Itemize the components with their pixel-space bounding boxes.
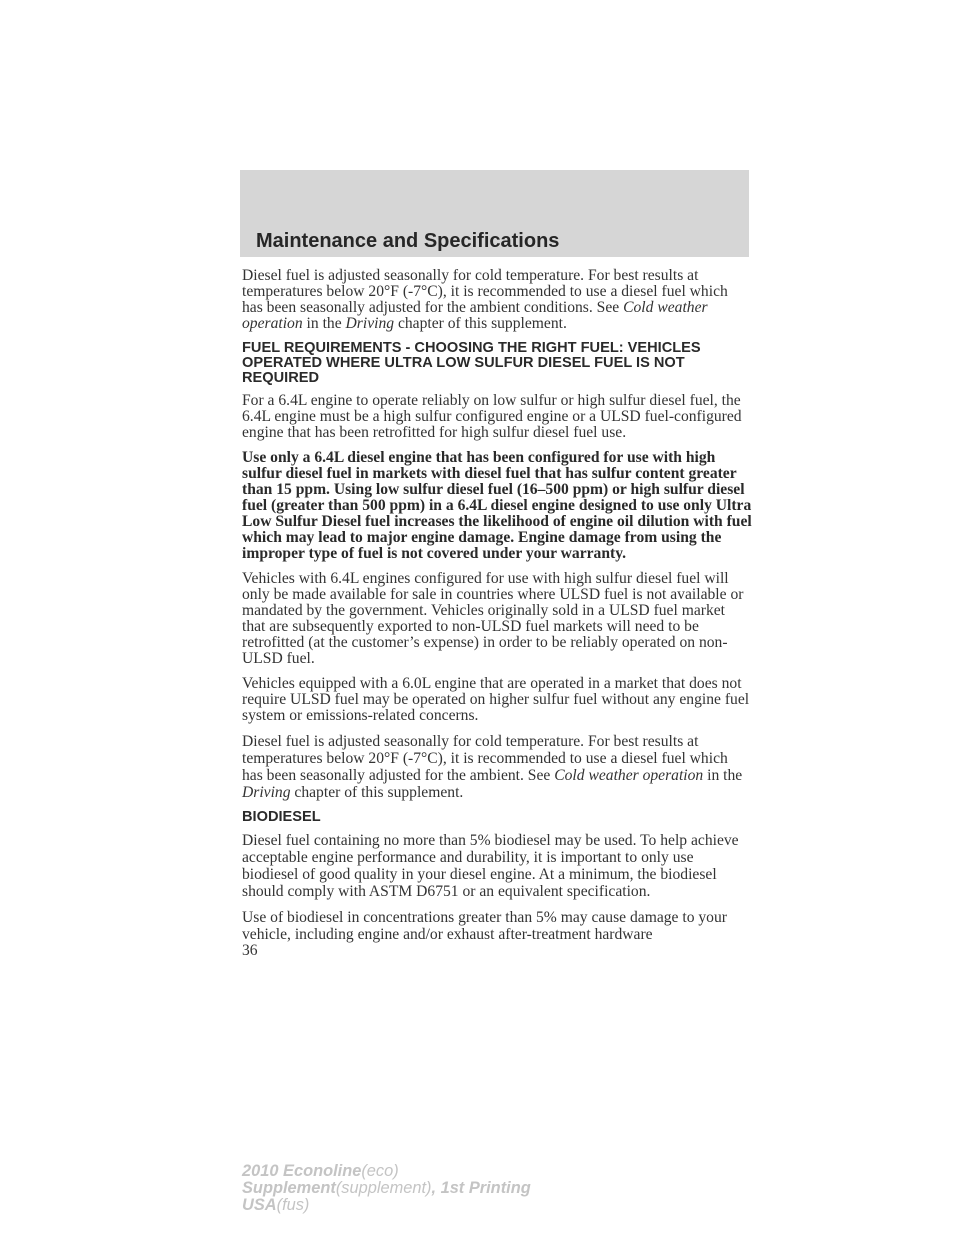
paragraph-text: chapter of this supplement. bbox=[397, 315, 567, 332]
document-footer bbox=[242, 1163, 531, 1214]
page-number: 36 bbox=[242, 942, 258, 959]
footer-region: USA bbox=[242, 1196, 277, 1214]
footer-line-model bbox=[242, 1163, 531, 1180]
page-content bbox=[242, 268, 752, 968]
paragraph-cold-weather bbox=[242, 268, 752, 332]
heading-fuel-requirements: FUEL REQUIREMENTS - CHOOSING THE RIGHT FUEL: VEHICLES OPERATED WHERE ULTRA LOW SULFUR DIESEL FUEL IS NOT REQUIRED bbox=[242, 340, 701, 386]
warning-paragraph: Use only a 6.4L diesel engine that has been configured for use with high sulfur diesel fuel in markets with diesel fuel that has sulfur content greater than 15 ppm. Using low sulfur diesel fuel (16–500 ppm) or high sulfur diesel fuel (greater than 500 ppm) in a 6.4L diesel engine designed to use only Ultra Low Sulfur Diesel fuel increases the likelihood of engine oil dilution with fuel which may lead to major engine damage. Engine damage from using the improper type of fuel is not covered under your warranty. bbox=[242, 449, 752, 562]
footer-model: 2010 Econoline bbox=[242, 1162, 362, 1180]
cross-reference-cold-weather: Cold weather operation bbox=[242, 299, 708, 332]
paragraph-text: Diesel fuel is adjusted seasonally for cold temperature. For best results at temperatures below 20°F (-7°C), it is recommended to use a diesel fuel which has been seasonally adjusted for the ambient conditions. See bbox=[242, 267, 728, 316]
footer-printing: , 1st Printing bbox=[431, 1179, 531, 1197]
footer-region-code: (fus) bbox=[276, 1196, 310, 1214]
heading-biodiesel: BIODIESEL bbox=[242, 809, 321, 825]
paragraph-text: in the bbox=[707, 767, 743, 784]
section-title: Maintenance and Specifications bbox=[256, 230, 560, 252]
footer-line-region bbox=[242, 1197, 531, 1214]
paragraph-6-0l-engine: Vehicles equipped with a 6.0L engine that are operated in a market that does not require ULSD fuel may be operated on higher sulfur fuel without any engine fuel system or emissions-related concerns. bbox=[242, 675, 750, 724]
paragraph-text: in the bbox=[306, 315, 342, 332]
section-header-band bbox=[240, 170, 749, 257]
footer-doc-code: (supplement) bbox=[335, 1179, 432, 1197]
cross-reference-driving: Driving bbox=[345, 315, 395, 332]
footer-model-code: (eco) bbox=[361, 1162, 399, 1180]
paragraph-biodiesel-quality: Diesel fuel containing no more than 5% biodiesel may be used. To help achieve acceptable engine performance and durability, it is important to only use biodiesel of good quality in your diesel engine. At a minimum, the biodiesel should comply with ASTM D6751 or an equivalent specification. bbox=[242, 832, 739, 900]
paragraph-text: Diesel fuel is adjusted seasonally for cold temperature. For best results at temperatures below 20°F (-7°C), it is recommended to use a diesel fuel which has been seasonally adjusted for the ambient. See bbox=[242, 733, 728, 784]
cross-reference-driving: Driving bbox=[242, 784, 291, 801]
paragraph-high-sulfur-markets: Vehicles with 6.4L engines configured for use with high sulfur diesel fuel will only be made available for sale in countries where ULSD fuel is not available or mandated by the government. Vehicles originally sold in a ULSD fuel market that are subsequently exported to non-ULSD fuel markets will need to be retrofitted (at the customer’s expense) in order to be reliably operated on non-ULSD fuel. bbox=[242, 570, 744, 667]
paragraph-retrofit: For a 6.4L engine to operate reliably on low sulfur or high sulfur diesel fuel, the 6.4L engine must be a high sulfur configured engine or a ULSD fuel-configured engine that has been retrofitted for high sulfur diesel fuel use. bbox=[242, 392, 742, 441]
paragraph-biodiesel-damage: Use of biodiesel in concentrations greater than 5% may cause damage to your vehicle, including engine and/or exhaust after-treatment hardware bbox=[242, 909, 727, 943]
cross-reference-cold-weather: Cold weather operation bbox=[554, 767, 704, 784]
paragraph-cold-weather-ambient bbox=[242, 733, 752, 801]
footer-doc: Supplement bbox=[242, 1179, 336, 1197]
paragraph-text: chapter of this supplement. bbox=[294, 784, 464, 801]
footer-line-doc bbox=[242, 1180, 531, 1197]
